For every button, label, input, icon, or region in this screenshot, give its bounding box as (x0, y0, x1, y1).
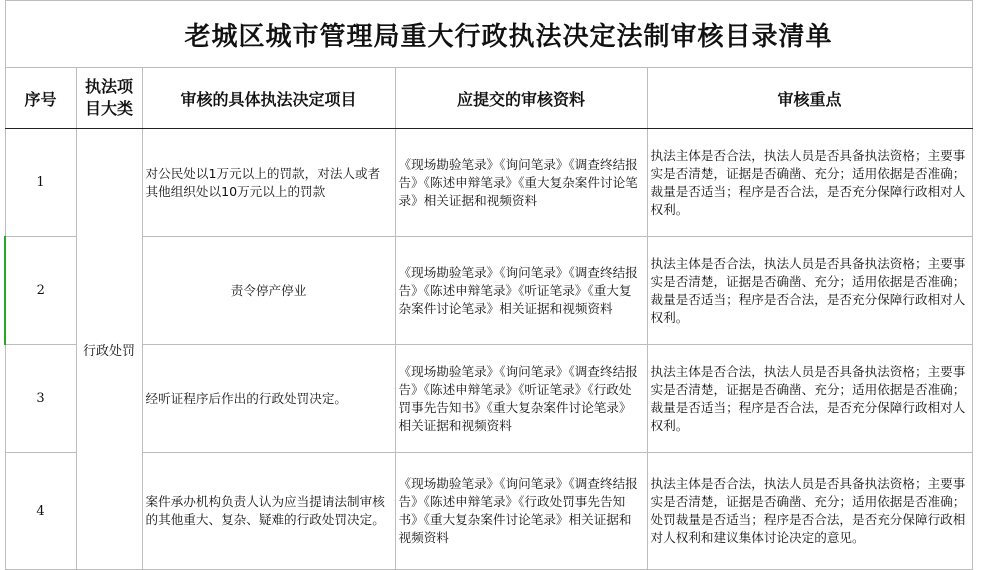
header-seq[interactable]: 序号 (5, 68, 76, 129)
table-row (5, 237, 972, 345)
cell-category-merged[interactable]: 行政处罚 (76, 129, 142, 570)
table-row (5, 129, 972, 237)
header-focus[interactable]: 审核重点 (647, 68, 972, 129)
cell-item[interactable]: 经听证程序后作出的行政处罚决定。 (142, 345, 395, 453)
cell-materials[interactable]: 《现场勘验笔录》《询问笔录》《调查终结报告》《陈述申辩笔录》《听证笔录》《重大复杂案件讨论笔录》相关证据和视频资料 (395, 237, 647, 345)
cell-seq[interactable]: 3 (5, 345, 76, 453)
header-category[interactable] (76, 68, 142, 129)
table-row (5, 453, 972, 570)
cell-seq[interactable]: 1 (5, 129, 76, 237)
cell-focus[interactable]: 执法主体是否合法，执法人员是否具备执法资格；主要事实是否清楚，证据是否确凿、充分；适用依据是否准确；处罚裁量是否适当；程序是否合法，是否充分保障行政相对人权利和建议集体讨论决定的意见。 (647, 453, 972, 570)
header-category-label: 执法项目大类 (84, 77, 133, 118)
cell-focus[interactable]: 执法主体是否合法，执法人员是否具备执法资格；主要事实是否清楚，证据是否确凿、充分；适用依据是否准确；裁量是否适当；程序是否合法，是否充分保障行政相对人权利。 (647, 237, 972, 345)
page-title: 老城区城市管理局重大行政执法决定法制审核目录清单 (5, 1, 972, 68)
cell-item[interactable]: 案件承办机构负责人认为应当提请法制审核的其他重大、复杂、疑难的行政处罚决定。 (142, 453, 395, 570)
header-materials[interactable]: 应提交的审核资料 (395, 68, 647, 129)
header-item[interactable]: 审核的具体执法决定项目 (142, 68, 395, 129)
cell-item[interactable]: 对公民处以1万元以上的罚款，对法人或者其他组织处以10万元以上的罚款 (142, 129, 395, 237)
audit-catalog-table (4, 0, 973, 570)
cell-seq[interactable]: 2 (5, 237, 76, 345)
cell-focus[interactable]: 执法主体是否合法，执法人员是否具备执法资格；主要事实是否清楚，证据是否确凿、充分；适用依据是否准确；裁量是否适当；程序是否合法，是否充分保障行政相对人权利。 (647, 129, 972, 237)
table-row (5, 345, 972, 453)
cell-focus[interactable]: 执法主体是否合法，执法人员是否具备执法资格；主要事实是否清楚，证据是否确凿、充分；适用依据是否准确；裁量是否适当；程序是否合法，是否充分保障行政相对人权利。 (647, 345, 972, 453)
cell-materials[interactable]: 《现场勘验笔录》《询问笔录》《调查终结报告》《陈述申辩笔录》《重大复杂案件讨论笔录》相关证据和视频资料 (395, 129, 647, 237)
cell-seq[interactable]: 4 (5, 453, 76, 570)
cell-materials[interactable]: 《现场勘验笔录》《询问笔录》《调查终结报告》《陈述申辩笔录》《行政处罚事先告知书》《重大复杂案件讨论笔录》相关证据和视频资料 (395, 453, 647, 570)
cell-item[interactable]: 责令停产停业 (142, 237, 395, 345)
cell-materials[interactable]: 《现场勘验笔录》《询问笔录》《调查终结报告》《陈述申辩笔录》《听证笔录》《行政处罚事先告知书》《重大复杂案件讨论笔录》相关证据和视频资料 (395, 345, 647, 453)
